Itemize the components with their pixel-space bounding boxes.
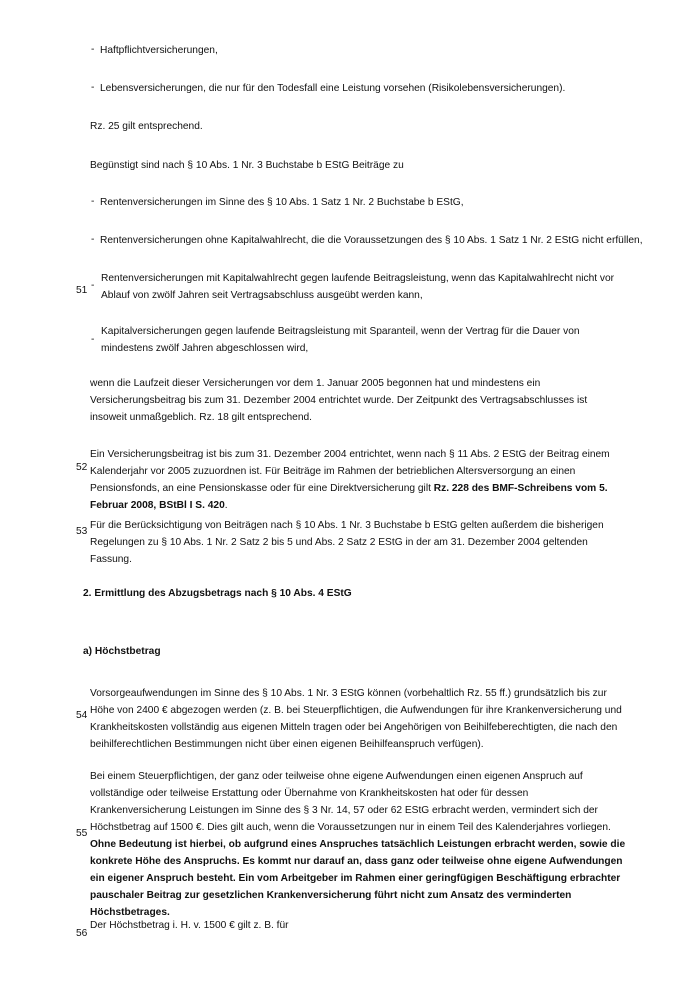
list-item-renten2: Rentenversicherungen ohne Kapitalwahlrecht, die die Voraussetzungen des § 10 Abs. 1 Satz 1 Nr. 2 EStG nicht erfüllen,: [100, 235, 643, 246]
paragraph-54: Vorsorgeaufwendungen im Sinne des § 10 Abs. 1 Nr. 3 EStG können (vorbehaltlich Rz. 55 ff.) grundsätzlich bis zur Höhe von 2400 € abgezogen werden (z. B. bei Steuerpflichtigen, die Aufwendungen für ihre Krankenversicherung und Krankheitskosten vollständig aus eigenen Mitteln tragen oder bei Angehörigen von Beihilfeberechtigten, die nach den beihilferechtlichen Bestimmungen nicht über einen eigenen Beihilfeanspruch verfügen).: [90, 688, 622, 750]
paragraph-55: [90, 768, 626, 921]
paragraph-55-emphasis: Ohne Bedeutung ist hierbei, ob aufgrund eines Anspruches tatsächlich Leistungen erbracht werden, sowie die konkrete Höhe des Anspruchs. Es kommt nur darauf an, dass ganz oder teilweise ohne eigene Aufwendungen ein eigener Anspruch besteht. Ein vom Arbeitgeber im Rahmen einer geringfügigen Beschäftigung erbrachter pauschaler Beitrag zur gesetzlichen Krankenversicherung führt nicht zum Ansatz des verminderten Höchstbetrages.: [90, 839, 626, 918]
margin-number-55: 55: [76, 828, 88, 839]
list-item-kapitalversicherungen: Kapitalversicherungen gegen laufende Beitragsleistung mit Sparanteil, wenn der Vertrag für die Dauer von mindestens zwölf Jahren abgeschlossen wird,: [101, 326, 580, 354]
list-item-renten-kapitalwahlrecht: Rentenversicherungen mit Kapitalwahlrecht gegen laufende Beitragsleistung, wenn das Kapitalwahlrecht nicht vor Ablauf von zwölf Jahren seit Vertragsabschluss ausgeübt werden kann,: [101, 273, 615, 301]
list-item-lebens: Lebensversicherungen, die nur für den Todesfall eine Leistung vorsehen (Risikolebensversicherungen).: [100, 83, 566, 94]
note-rz25: Rz. 25 gilt entsprechend.: [90, 121, 203, 132]
paragraph-52-text: Ein Versicherungsbeitrag ist bis zum 31. Dezember 2004 entrichtet, wenn nach § 11 Abs. 2 EStG der Beitrag einem Kalenderjahr vor 2005 zuzuordnen ist. Für Beiträge im Rahmen der betrieblichen Altersversorgung an einen Pensionsfonds, an eine Pensionskasse oder für eine Direktversicherung gilt: [90, 449, 610, 494]
list-item-renten1: Rentenversicherungen im Sinne des § 10 Abs. 1 Satz 1 Nr. 2 Buchstabe b EStG,: [100, 197, 464, 208]
list-dash: -: [91, 82, 95, 93]
subsection-heading-a: a) Höchstbetrag: [83, 646, 161, 657]
paragraph-laufzeit: wenn die Laufzeit dieser Versicherungen vor dem 1. Januar 2005 begonnen hat und mindestens ein Versicherungsbeitrag bis zum 31. Dezember 2004 entrichtet wurde. Der Zeitpunkt des Vertragsabschlusses ist insoweit unmaßgeblich. Rz. 18 gilt entsprechend.: [90, 378, 588, 423]
paragraph-56: Der Höchstbetrag i. H. v. 1500 € gilt z. B. für: [90, 920, 289, 931]
list-dash: -: [91, 334, 95, 345]
margin-number-54: 54: [76, 710, 88, 721]
paragraph-53: Für die Berücksichtigung von Beiträgen nach § 10 Abs. 1 Nr. 3 Buchstabe b EStG gelten außerdem die bisherigen Regelungen zu § 10 Abs. 1 Nr. 2 Satz 2 bis 5 und Abs. 2 Satz 2 EStG in der am 31. Dezember 2004 geltenden Fassung.: [90, 520, 604, 565]
margin-number-56: 56: [76, 928, 88, 939]
intro-beguenstigt: Begünstigt sind nach § 10 Abs. 1 Nr. 3 Buchstabe b EStG Beiträge zu: [90, 160, 404, 171]
paragraph-52: [90, 446, 626, 514]
list-dash: -: [91, 44, 95, 55]
list-dash: -: [91, 234, 95, 245]
margin-number-51: 51: [76, 285, 88, 296]
section-heading-2: 2. Ermittlung des Abzugsbetrags nach § 10 Abs. 4 EStG: [83, 588, 352, 599]
paragraph-52-reference: Rz. 228 des BMF-Schreibens vom 5. Februar 2008, BStBl I S. 420: [90, 483, 608, 511]
paragraph-55-text: Bei einem Steuerpflichtigen, der ganz oder teilweise ohne eigene Aufwendungen einen eigenen Anspruch auf vollständige oder teilweise Erstattung oder Übernahme von Krankheitskosten hat oder für dessen Krankenversicherung Leistungen im Sinne des § 3 Nr. 14, 57 oder 62 EStG erbracht werden, vermindert sich der Höchstbetrag auf 1500 €. Dies gilt auch, wenn die Voraussetzungen nur in einem Teil des Kalenderjahres vorliegen.: [90, 771, 611, 833]
margin-number-53: 53: [76, 526, 88, 537]
margin-number-52: 52: [76, 462, 88, 473]
list-dash: -: [91, 280, 95, 291]
list-dash: -: [91, 196, 95, 207]
paragraph-52-end: .: [224, 500, 228, 511]
list-item-haftpflicht: Haftpflichtversicherungen,: [100, 45, 218, 56]
